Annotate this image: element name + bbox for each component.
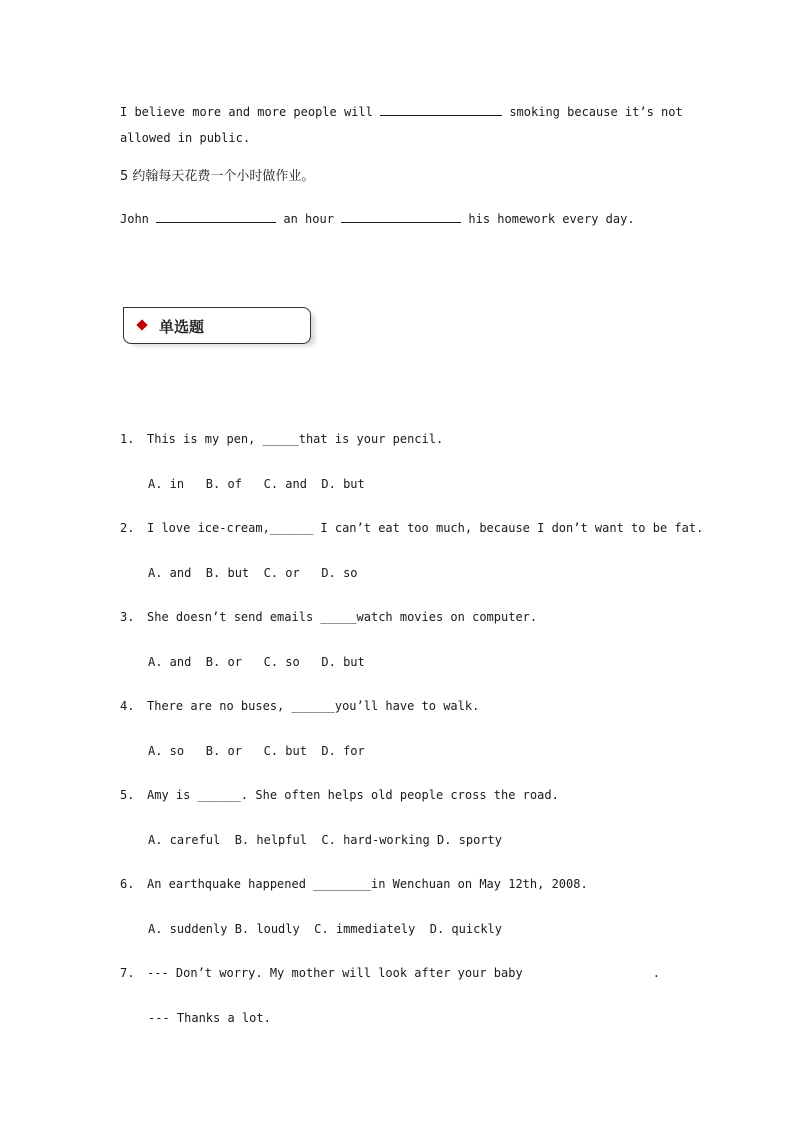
question-5-options[interactable]: A. careful B. helpful C. hard-working D. sporty	[148, 833, 503, 847]
question-stem: --- Don’t worry. My mother will look after your baby .	[147, 966, 660, 980]
question-5	[120, 788, 559, 802]
question-2-options[interactable]: A. and B. but C. or D. so	[148, 566, 358, 580]
question-stem: Amy is ______. She often helps old people cross the road.	[147, 788, 559, 802]
diamond-bullet-icon	[136, 319, 147, 330]
question-stem: There are no buses, ______you’ll have to walk.	[147, 699, 480, 713]
question-stem: This is my pen, _____that is your pencil.	[147, 432, 444, 446]
question-7-response: --- Thanks a lot.	[148, 1011, 271, 1025]
question-3-options[interactable]: A. and B. or C. so D. but	[148, 655, 365, 669]
item5-answer-blank-2[interactable]	[341, 211, 461, 223]
item5-text-part1: John	[120, 212, 157, 226]
question-stem: I love ice-cream,______ I can’t eat too much, because I don’t want to be fat.	[147, 521, 704, 535]
item5-answer-blank-1[interactable]	[156, 211, 276, 223]
section-heading	[123, 307, 311, 344]
question-6	[120, 877, 588, 891]
question-stem: An earthquake happened ________in Wenchuan on May 12th, 2008.	[147, 877, 588, 891]
translation-item4-line2: allowed in public.	[120, 131, 251, 145]
item5-text-part2: an hour	[276, 212, 342, 226]
question-4-options[interactable]: A. so B. or C. but D. for	[148, 744, 365, 758]
question-number: 6.	[120, 877, 135, 891]
translation-item5-prompt: 5 约翰每天花费一个小时做作业。	[120, 169, 315, 184]
question-4	[120, 699, 479, 713]
question-7	[120, 966, 660, 980]
question-number: 7.	[120, 966, 135, 980]
translation-item4-line1	[120, 104, 683, 119]
item4-text-part1: I believe more and more people will	[120, 105, 381, 119]
question-number: 1.	[120, 432, 135, 446]
question-number: 5.	[120, 788, 135, 802]
question-number: 2.	[120, 521, 135, 535]
item5-text-part3: his homework every day.	[461, 212, 635, 226]
question-2	[120, 521, 703, 535]
question-6-options[interactable]: A. suddenly B. loudly C. immediately D. quickly	[148, 922, 503, 936]
translation-item5-sentence	[120, 211, 635, 226]
item4-text-part2: smoking because it’s not	[502, 105, 683, 119]
question-1	[120, 432, 443, 446]
question-number: 3.	[120, 610, 135, 624]
question-stem: She doesn’t send emails _____watch movies on computer.	[147, 610, 538, 624]
item4-answer-blank[interactable]	[380, 104, 502, 116]
question-number: 4.	[120, 699, 135, 713]
section-title: 单选题	[159, 318, 205, 336]
question-1-options[interactable]: A. in B. of C. and D. but	[148, 477, 365, 491]
question-3	[120, 610, 537, 624]
